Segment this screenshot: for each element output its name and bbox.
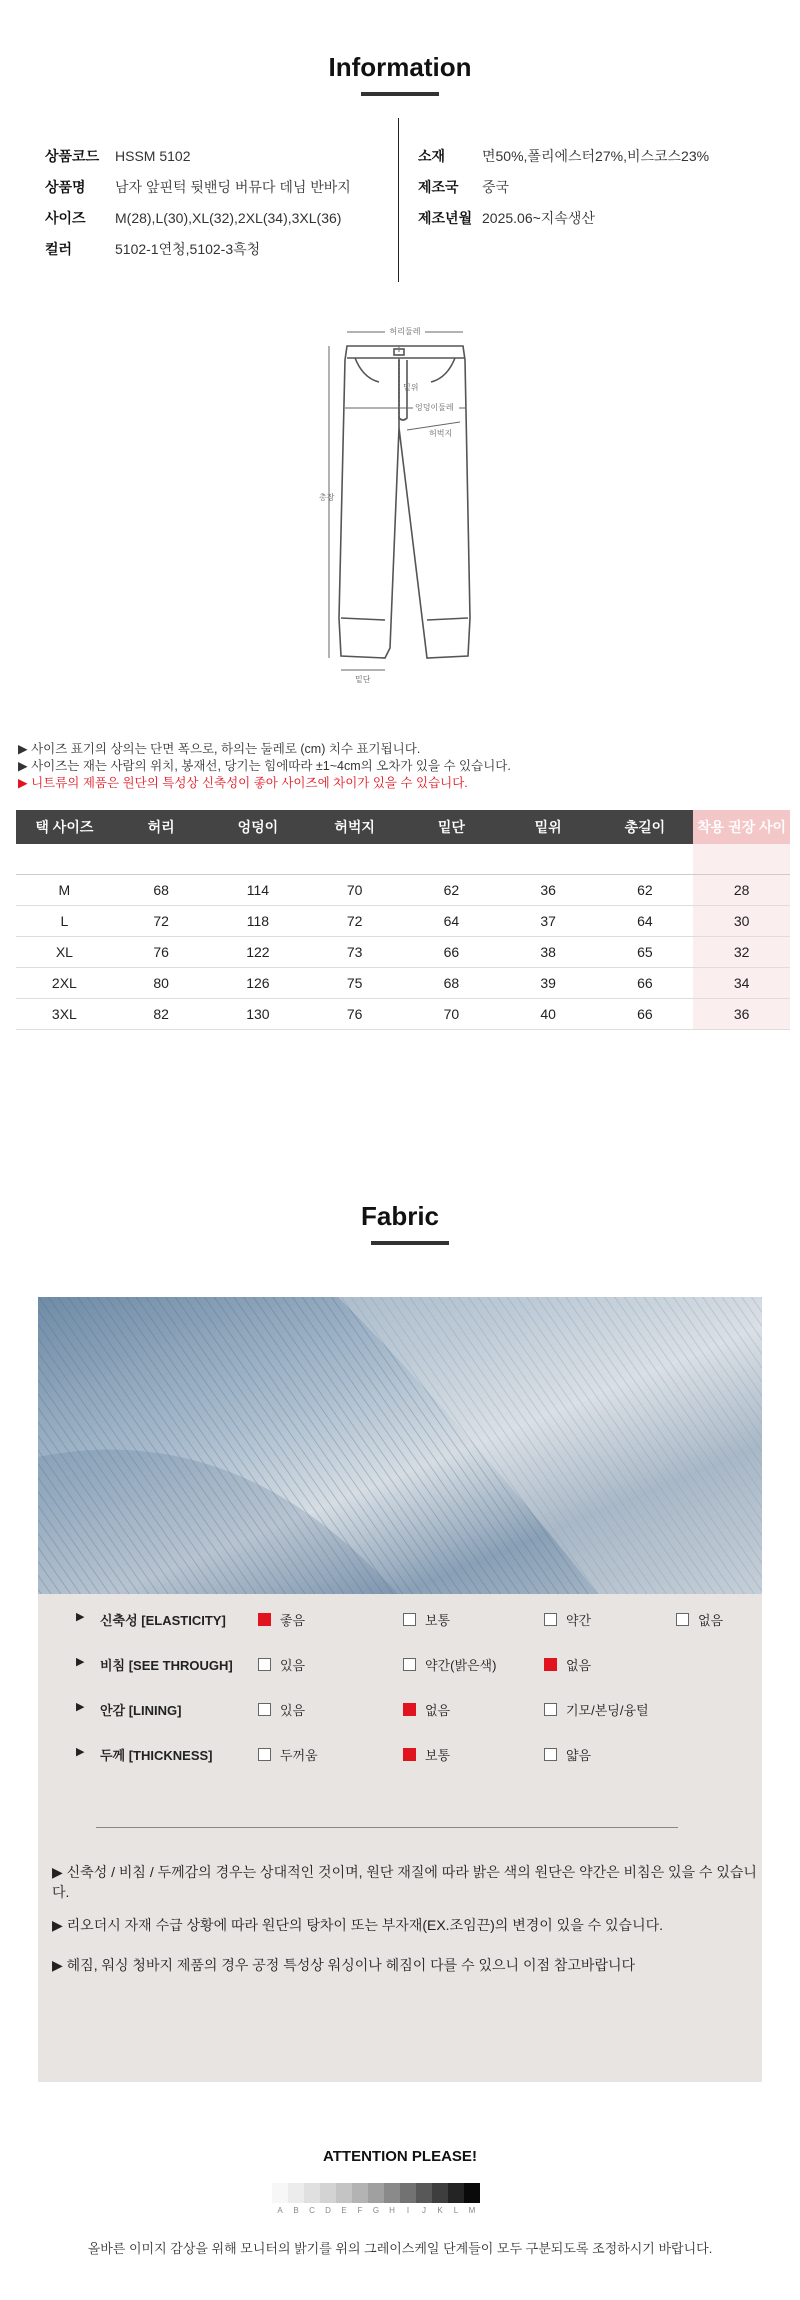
table-cell: 3XL	[51, 1006, 77, 1022]
info-label: 상품코드	[45, 147, 100, 164]
grayscale-swatch	[448, 2183, 464, 2203]
table-cell: 73	[346, 944, 363, 960]
option-label: 약간	[566, 1613, 592, 1628]
grayscale-letter: D	[325, 2206, 331, 2215]
checkbox-icon	[258, 1748, 271, 1761]
info-label: 소재	[418, 147, 446, 164]
header-cell: 엉덩이	[237, 819, 279, 835]
length-label: 총장	[319, 493, 335, 502]
grayscale-swatch	[368, 2183, 384, 2203]
checkbox-checked-icon	[544, 1658, 557, 1671]
fabric-attributes-panel	[38, 1594, 762, 2082]
attribute-label: 신축성 [ELASTICITY]	[100, 1613, 226, 1628]
table-cell: 36	[540, 882, 556, 898]
title-underline	[371, 1241, 449, 1245]
option-label: 있음	[280, 1658, 306, 1673]
option-checkbox[interactable]	[403, 1610, 450, 1629]
note-line-red: ▶ 니트류의 제품은 원단의 특성상 신축성이 좋아 사이즈에 차이가 있을 수 있습니다.	[18, 776, 468, 790]
option-checkbox[interactable]	[676, 1610, 723, 1629]
table-row	[16, 875, 790, 906]
option-label: 보통	[425, 1748, 451, 1763]
rise-label: 밑위	[403, 383, 419, 392]
table-cell: XL	[55, 944, 73, 960]
table-row	[16, 968, 790, 999]
header-cell: 밑단	[437, 819, 465, 835]
attention-note: 올바른 이미지 감상을 위해 모니터의 밝기를 위의 그레이스케일 단계들이 모두 구분되도록 조정하시기 바랍니다.	[87, 2241, 713, 2256]
option-checkbox[interactable]	[544, 1655, 591, 1674]
table-cell: 64	[443, 913, 460, 929]
title-underline	[361, 92, 439, 96]
note-line: ▶ 사이즈 표기의 상의는 단면 폭으로, 하의는 둘레로 (cm) 치수 표기됩니다.	[18, 742, 421, 756]
header-cell: 허벅지	[334, 819, 375, 835]
arrow-icon: ▶	[76, 1701, 85, 1713]
grayscale-swatch	[272, 2183, 288, 2203]
table-cell: 40	[540, 1006, 556, 1022]
table-cell: 76	[346, 1006, 363, 1022]
table-cell-recommended: 28	[693, 875, 790, 905]
info-left-column	[45, 140, 351, 264]
option-label: 보통	[425, 1613, 451, 1628]
attribute-row-lining	[38, 1698, 762, 1720]
checkbox-icon	[403, 1613, 416, 1626]
grayscale-swatch	[304, 2183, 320, 2203]
grayscale-letter: H	[389, 2206, 395, 2215]
grayscale-letter: B	[293, 2206, 299, 2215]
option-label: 약간(밝은색)	[425, 1658, 497, 1673]
table-row	[16, 937, 790, 968]
table-cell: 70	[443, 1006, 460, 1022]
checkbox-icon	[544, 1613, 557, 1626]
table-cell: 62	[637, 882, 653, 898]
info-value: 남자 앞핀턱 뒷밴딩 버뮤다 데님 반바지	[115, 178, 351, 195]
option-checkbox[interactable]	[258, 1700, 305, 1719]
table-cell: 68	[153, 882, 169, 898]
grayscale-bar	[272, 2183, 480, 2203]
denim-fabric-photo	[38, 1297, 762, 1594]
option-checkbox[interactable]	[544, 1700, 649, 1719]
header-cell-recommended: 착용 권장 사이	[693, 810, 790, 844]
option-label: 있음	[280, 1703, 306, 1718]
attribute-label: 비침 [SEE THROUGH]	[100, 1658, 233, 1673]
header-cell: 밑위	[534, 819, 562, 835]
checkbox-icon	[403, 1658, 416, 1671]
arrow-icon: ▶	[76, 1611, 85, 1623]
fabric-title: Fabric	[360, 1201, 440, 1231]
info-value: M(28),L(30),XL(32),2XL(34),3XL(36)	[115, 209, 342, 226]
info-row-product-code	[45, 140, 351, 171]
info-row-manufacture-date	[418, 202, 709, 233]
option-checkbox[interactable]	[403, 1700, 450, 1719]
checkbox-checked-icon	[403, 1703, 416, 1716]
info-label: 제조국	[418, 178, 459, 195]
attribute-row-see-through	[38, 1653, 762, 1675]
table-cell: 122	[246, 944, 270, 960]
table-cell: 38	[540, 944, 556, 960]
grayscale-swatch	[288, 2183, 304, 2203]
grayscale-letter: A	[277, 2206, 283, 2215]
grayscale-swatch	[416, 2183, 432, 2203]
fabric-note: ▶ 헤짐, 워싱 청바지 제품의 경우 공정 특성상 워싱이나 헤짐이 다를 수 있으니 이점 참고바랍니다	[52, 1957, 636, 1973]
attribute-row-elasticity	[38, 1608, 762, 1630]
option-label: 없음	[425, 1703, 451, 1718]
checkbox-icon	[258, 1703, 271, 1716]
header-cell: 총길이	[624, 819, 666, 835]
information-title: Information	[328, 52, 472, 82]
info-label: 상품명	[45, 178, 86, 195]
info-value: 중국	[482, 178, 510, 195]
table-cell: 39	[540, 975, 556, 991]
table-cell: 62	[443, 882, 460, 898]
header-cell: 허리	[147, 819, 175, 835]
table-cell-recommended: 36	[693, 999, 790, 1029]
grayscale-swatch	[352, 2183, 368, 2203]
table-cell: 82	[153, 1006, 169, 1022]
divider	[96, 1827, 678, 1828]
table-cell: 130	[246, 1006, 270, 1022]
thigh-label: 허벅지	[429, 429, 453, 438]
fabric-note: ▶ 신축성 / 비침 / 두께감의 경우는 상대적인 것이며, 원단 재질에 따라 밝은 색의 원단은 약간은 비침은 있을 수 있습니다.	[52, 1864, 757, 1900]
info-right-column	[418, 140, 709, 233]
grayscale-letter: G	[372, 2206, 380, 2215]
grayscale-swatch	[384, 2183, 400, 2203]
info-label: 컬러	[45, 240, 73, 257]
option-checkbox[interactable]	[544, 1745, 591, 1764]
option-checkbox[interactable]	[258, 1655, 305, 1674]
grayscale-letter: C	[309, 2206, 315, 2215]
grayscale-letter: E	[341, 2206, 347, 2215]
info-label: 제조년월	[418, 209, 473, 226]
option-label: 기모/본딩/융털	[566, 1703, 649, 1718]
table-cell: 66	[637, 975, 653, 991]
hip-label: 엉덩이둘레	[415, 403, 454, 412]
info-value: HSSM 5102	[115, 147, 191, 164]
size-table-spacer	[16, 844, 790, 875]
attribute-row-thickness	[38, 1743, 762, 1765]
table-cell: 2XL	[51, 975, 77, 991]
grayscale-swatch	[464, 2183, 480, 2203]
info-value: 면50%,폴리에스터27%,비스코스23%	[482, 147, 710, 164]
option-checkbox[interactable]	[403, 1655, 496, 1674]
option-label: 없음	[698, 1613, 724, 1628]
grayscale-letter: I	[406, 2206, 410, 2215]
option-checkbox[interactable]	[403, 1745, 450, 1764]
info-label: 사이즈	[45, 209, 86, 226]
grayscale-swatch	[320, 2183, 336, 2203]
option-checkbox[interactable]	[544, 1610, 591, 1629]
table-cell: 75	[346, 975, 363, 991]
checkbox-icon	[258, 1658, 271, 1671]
attention-title: ATTENTION PLEASE!	[323, 2148, 477, 2165]
info-value: 2025.06~지속생산	[482, 209, 595, 226]
grayscale-letter: F	[357, 2206, 363, 2215]
header-cell: 택 사이즈	[35, 819, 94, 835]
table-cell: 70	[346, 882, 363, 898]
grayscale-letter: M	[468, 2206, 476, 2215]
table-row	[16, 906, 790, 937]
arrow-icon: ▶	[76, 1656, 85, 1668]
checkbox-checked-icon	[258, 1613, 271, 1626]
grayscale-swatch	[432, 2183, 448, 2203]
option-checkbox[interactable]	[258, 1745, 318, 1764]
grayscale-letter: J	[422, 2206, 426, 2215]
arrow-icon: ▶	[76, 1746, 85, 1758]
waist-label: 허리둘레	[389, 327, 421, 336]
checkbox-icon	[544, 1748, 557, 1761]
option-checkbox[interactable]	[258, 1610, 305, 1629]
info-row-color	[45, 233, 351, 264]
pants-measurement-diagram	[315, 318, 495, 683]
table-row	[16, 999, 790, 1030]
info-row-material	[418, 140, 709, 171]
table-cell-recommended: 32	[693, 937, 790, 967]
grayscale-letter: L	[453, 2206, 459, 2215]
size-notes	[18, 741, 511, 792]
option-label: 두꺼움	[280, 1748, 318, 1763]
table-cell: 72	[153, 913, 169, 929]
table-cell: 76	[153, 944, 169, 960]
size-table-header	[16, 810, 790, 844]
table-cell: 64	[637, 913, 653, 929]
table-cell: 114	[246, 882, 270, 898]
grayscale-swatch	[400, 2183, 416, 2203]
checkbox-icon	[676, 1613, 689, 1626]
table-cell: 72	[346, 913, 363, 929]
info-divider	[398, 118, 399, 282]
option-label: 얇음	[566, 1748, 592, 1763]
attribute-label: 두께 [THICKNESS]	[100, 1748, 213, 1763]
hem-label: 밑단	[355, 675, 371, 683]
table-cell: M	[58, 882, 71, 898]
info-row-country	[418, 171, 709, 202]
table-cell: 80	[153, 975, 169, 991]
table-cell: 118	[246, 913, 270, 929]
info-value: 5102-1연청,5102-3흑청	[115, 240, 261, 257]
size-table	[16, 810, 790, 1030]
fabric-note: ▶ 리오더시 자재 수급 상황에 따라 원단의 탕차이 또는 부자재(EX.조임끈)의 변경이 있을 수 있습니다.	[52, 1917, 664, 1933]
table-cell: 66	[443, 944, 460, 960]
checkbox-icon	[544, 1703, 557, 1716]
option-label: 좋음	[280, 1613, 306, 1628]
table-cell: 66	[637, 1006, 653, 1022]
table-cell: 37	[540, 913, 556, 929]
table-cell: L	[60, 913, 69, 929]
option-label: 없음	[566, 1658, 592, 1673]
table-cell: 65	[637, 944, 653, 960]
attribute-label: 안감 [LINING]	[100, 1703, 182, 1718]
grayscale-letter: K	[437, 2206, 443, 2215]
grayscale-letters	[272, 2206, 480, 2215]
info-row-product-name	[45, 171, 351, 202]
table-cell-recommended: 30	[693, 906, 790, 936]
info-row-size	[45, 202, 351, 233]
table-cell: 68	[443, 975, 460, 991]
note-line: ▶ 사이즈는 재는 사람의 위치, 봉재선, 당기는 힘에따라 ±1~4cm의 오차가 있을 수 있습니다.	[18, 759, 511, 773]
grayscale-swatch	[336, 2183, 352, 2203]
checkbox-checked-icon	[403, 1748, 416, 1761]
table-cell: 126	[246, 975, 270, 991]
table-cell-recommended: 34	[693, 968, 790, 998]
